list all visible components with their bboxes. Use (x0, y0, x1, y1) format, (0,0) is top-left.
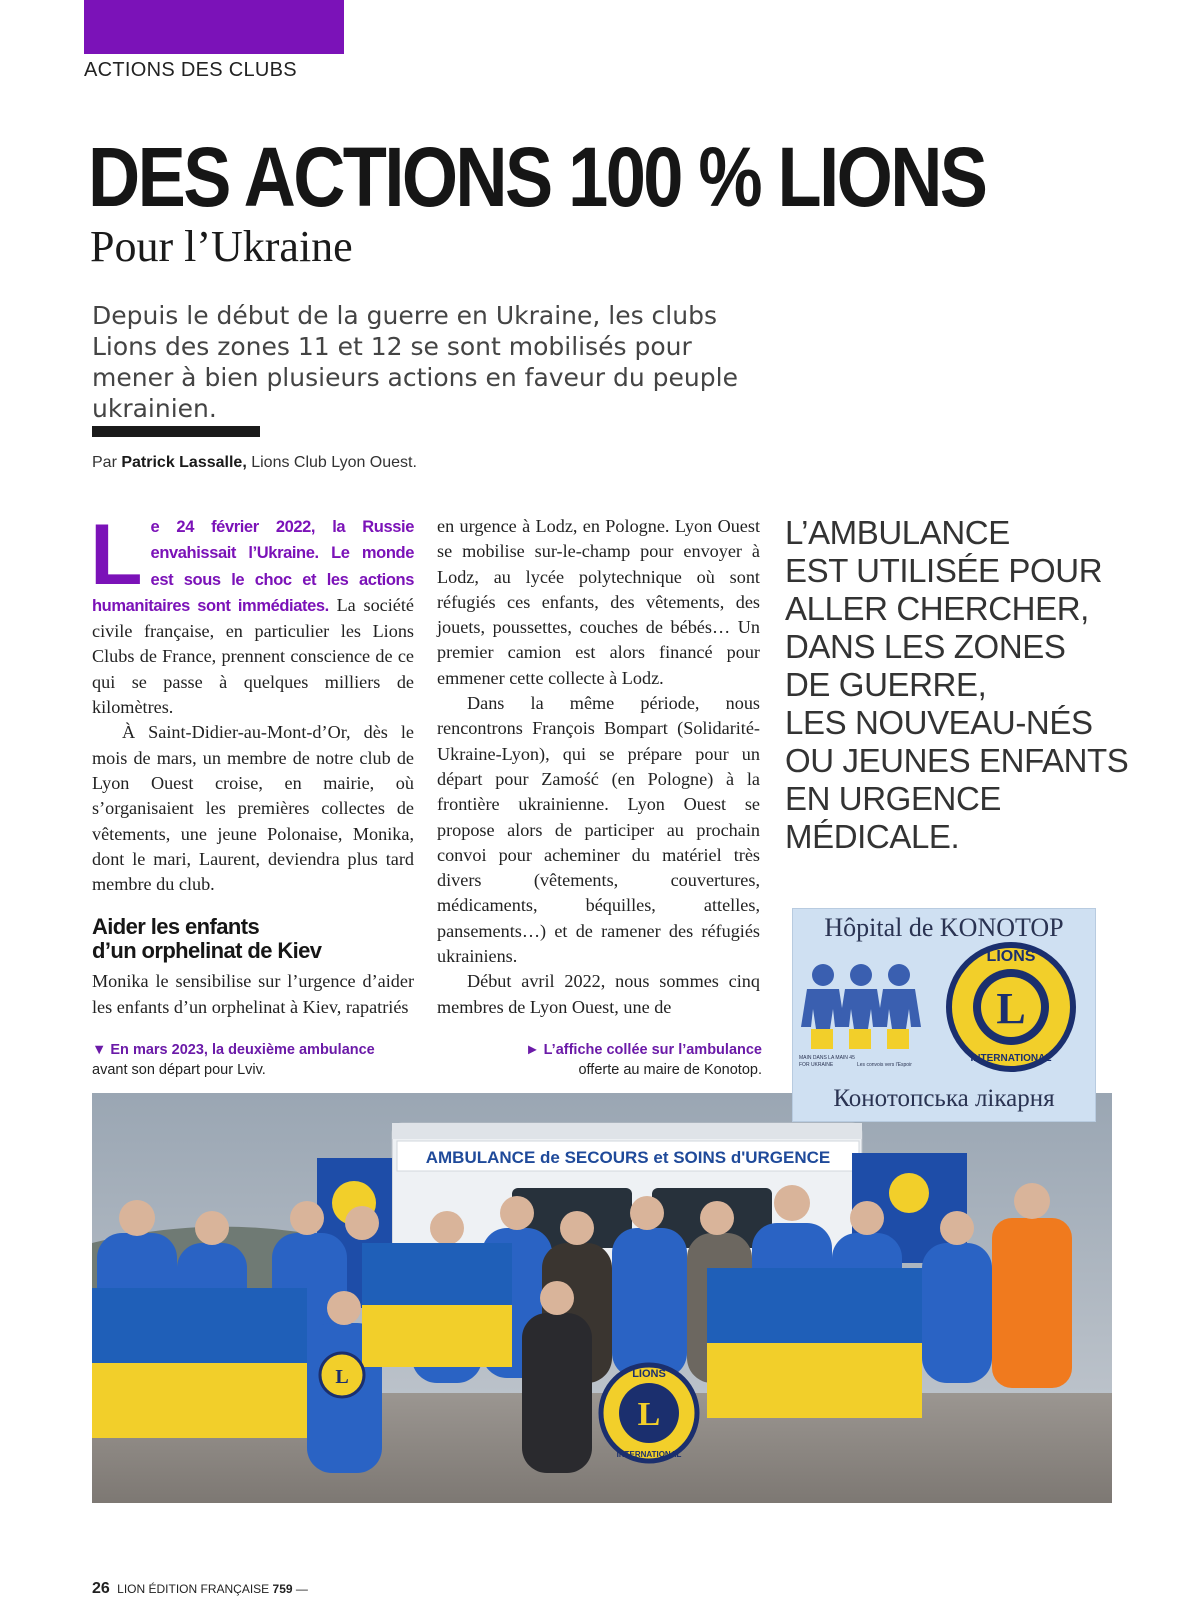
lions-emblem-kneeling-man (320, 1353, 364, 1397)
intertitle-line: d’un orphelinat de Kiev (92, 938, 322, 964)
pull-quote-line: OU JEUNES ENFANTS (785, 742, 1129, 779)
section-label: ACTIONS DES CLUBS (84, 59, 297, 81)
group-photo (92, 1093, 1112, 1503)
group-photo-illustration (92, 1093, 1112, 1503)
caption-strong: L’affiche collée sur l’ambulance (543, 1042, 762, 1058)
head (119, 1200, 155, 1236)
head (774, 1185, 810, 1221)
caption-marker: ► (525, 1042, 540, 1058)
byline-author: Patrick Lassalle, (121, 454, 247, 471)
head (500, 1196, 534, 1230)
issue-number: 759 (272, 1582, 293, 1596)
ambulance-text: AMBULANCE de SECOURS et SOINS d'URGENCE (425, 1148, 831, 1167)
poster-small-text: FOR UKRAINE (799, 1062, 834, 1068)
intro-paragraph: Depuis le début de la guerre en Ukraine, les clubs Lions des zones 11 et 12 se sont mobilisés pour mener à bien plusieurs actions en faveur du peuple ukrainien. (92, 301, 738, 423)
paragraph-text: La société civile française, en particulier les Lions Clubs de France, prennent conscience de ce qui se passe à quelques milliers de kilomètres. (92, 594, 414, 718)
konotop-poster (792, 908, 1096, 1122)
intertitle (92, 915, 414, 963)
paper-people-icon (801, 964, 921, 1049)
poster-small-text: MAIN DANS LA MAIN 45 (799, 1055, 855, 1061)
emblem-letter: L (996, 984, 1026, 1033)
poster-title: Hôpital de KONOTOP (824, 913, 1064, 942)
head (345, 1206, 379, 1240)
article-paragraph (90, 507, 414, 720)
pull-quote-line: DANS LES ZONES (785, 628, 1066, 665)
ukraine-flag-right (707, 1268, 922, 1418)
section-color-tab (84, 0, 344, 54)
pull-quote-line: DE GUERRE, (785, 666, 987, 703)
poster-bottom-text: Конотопська лікарня (833, 1085, 1055, 1112)
headline: DES ACTIONS 100 % LIONS (88, 130, 986, 224)
page-footer (92, 1580, 308, 1598)
caption-marker: ▼ (92, 1042, 107, 1058)
article-paragraph: en urgence à Lodz, en Pologne. Lyon Ouest se mobilise sur-le-champ pour envoyer à Lodz, au lycée polytechnique où sont réfugiés ces enfants, des vêtements, des jouets, poussettes, couches de bébés… Un premier camion est alors financé pour emmener cette collecte à Lodz. (437, 516, 760, 688)
article-column-1 (90, 507, 414, 1020)
ukraine-flag-left (92, 1288, 307, 1438)
banner-emblem (889, 1173, 929, 1213)
article-paragraph: Dans la même période, nous rencontrons François Bompart (Solidarité-Ukraine-Lyon), qui se prépare pour un départ pour Zamość (en Pologne) à la frontière ukrainienne. Lyon Ouest se propose alors de participer au prochain convoi pour acheminer du matériel très divers (vêtements, couvertures, médicaments, béquilles, attelles, pansements…) et de ramener des réfugiés ukrainiens. (437, 693, 760, 967)
byline-prefix: Par (92, 454, 122, 471)
pull-quote-line: L’AMBULANCE (785, 514, 1010, 551)
footer-dash: — (295, 1582, 308, 1596)
caption-text: avant son départ pour Lviv. (92, 1062, 266, 1078)
intertitle-line: Aider les enfants (92, 914, 260, 940)
byline-club: Lions Club Lyon Ouest. (246, 454, 417, 471)
person-orange-vest (992, 1218, 1072, 1388)
lions-emblem-poster (949, 945, 1073, 1069)
poster-small-text: Les convois vers l'Espoir (857, 1062, 912, 1068)
page-number: 26 (92, 1580, 110, 1597)
head (290, 1201, 324, 1235)
publication-name: LION ÉDITION FRANÇAISE (117, 1582, 270, 1596)
dropcap: L (90, 507, 143, 603)
article-paragraph: Monika le sensibilise sur l’urgence d’aider les enfants d’un orphelinat à Kiev, rapatriés (92, 971, 414, 1017)
subhead: Pour l’Ukraine (90, 222, 353, 271)
lions-emblem-photo (601, 1365, 697, 1461)
head (560, 1211, 594, 1245)
head (327, 1291, 361, 1325)
photo-caption-right (480, 1040, 762, 1080)
article-paragraph: Début avril 2022, nous sommes cinq membres de Lyon Ouest, une de (437, 971, 760, 1017)
head (540, 1281, 574, 1315)
pull-quote (785, 514, 1155, 856)
pull-quote-line: MÉDICALE. (785, 818, 960, 855)
head (195, 1211, 229, 1245)
caption-text: offerte au maire de Konotop. (578, 1062, 762, 1078)
emblem-top-text: LIONS (632, 1368, 666, 1380)
emblem-top-text: LIONS (986, 948, 1036, 965)
byline (92, 454, 417, 472)
head (850, 1201, 884, 1235)
head (1014, 1183, 1050, 1219)
head (700, 1201, 734, 1235)
ambulance-roof (392, 1123, 862, 1139)
head (630, 1196, 664, 1230)
head (940, 1211, 974, 1245)
person-kneeling (522, 1313, 592, 1473)
head (430, 1211, 464, 1245)
emblem-bottom-text: INTERNATIONAL (616, 1450, 682, 1459)
caption-strong: En mars 2023, la deuxième ambulance (110, 1042, 375, 1058)
pull-quote-line: LES NOUVEAU-NÉS (785, 704, 1093, 741)
byline-rule (92, 426, 260, 437)
person (612, 1228, 687, 1378)
article-column-2 (437, 514, 760, 1020)
emblem-letter: L (637, 1396, 661, 1433)
ukraine-flag-center (362, 1243, 512, 1367)
person (922, 1243, 992, 1383)
photo-caption-left (92, 1040, 422, 1080)
pull-quote-line: EN URGENCE (785, 780, 1002, 817)
pull-quote-line: EST UTILISÉE POUR (785, 552, 1103, 589)
lead-text: e 24 février 2022, la Russie envahissait l’Ukraine. Le monde est sous le choc et les actions humanitaires sont immédiates. (92, 518, 414, 615)
svg-text:L: L (335, 1366, 349, 1388)
emblem-bottom-text: INTERNATIONAL (970, 1053, 1052, 1064)
pull-quote-line: ALLER CHERCHER, (785, 590, 1089, 627)
article-paragraph: À Saint-Didier-au-Mont-d’Or, dès le mois de mars, un membre de notre club de Lyon Ouest croise, en mairie, où s’organisaient les premières collectes de vêtements, une jeune Polonaise, Monika, dont le mari, Laurent, deviendra plus tard membre du club. (92, 722, 414, 895)
